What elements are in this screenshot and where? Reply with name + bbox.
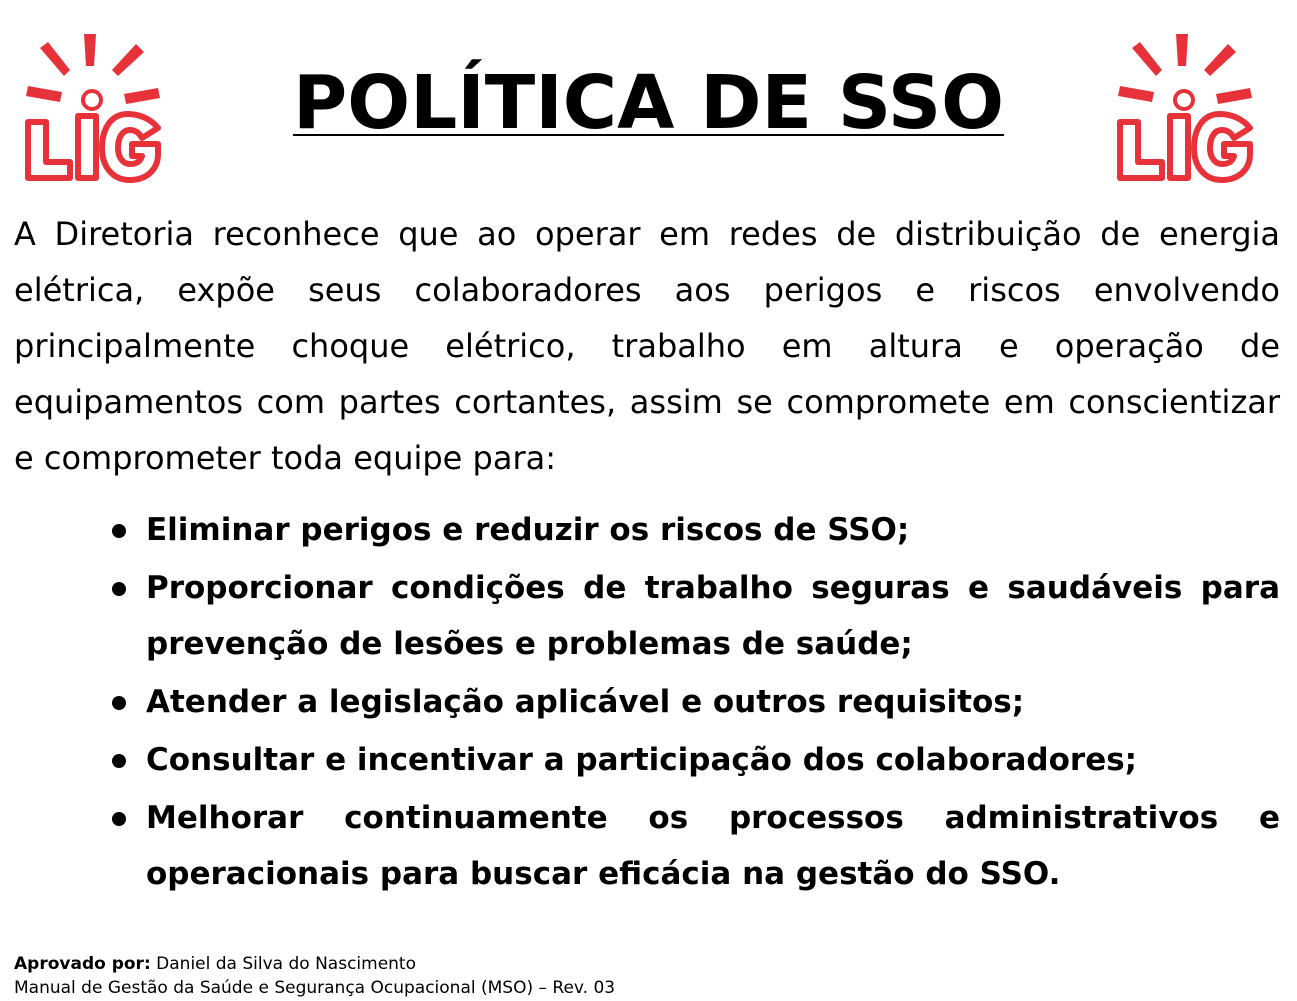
list-item bbox=[108, 502, 1280, 558]
bullet-icon bbox=[112, 524, 126, 538]
commitments-list bbox=[108, 502, 1280, 904]
bullet-icon bbox=[112, 754, 126, 768]
commitment-text: Atender a legislação aplicável e outros requisitos; bbox=[146, 684, 1025, 720]
approved-label: Aprovado por: bbox=[14, 954, 151, 974]
document-footer bbox=[14, 952, 615, 1000]
intro-paragraph: A Diretoria reconhece que ao operar em redes de distribuição de energia elétrica, expõe seus colaboradores aos perigos e riscos envolvendo principalmente choque elétrico, trabalho em altura e operação de equipamentos com partes cortantes, assim se compromete em conscientizar e comprometer toda equipe para: bbox=[14, 215, 1280, 477]
list-item bbox=[108, 560, 1280, 672]
list-item bbox=[108, 674, 1280, 730]
lig-logo-icon bbox=[1110, 30, 1260, 185]
bullet-icon bbox=[112, 812, 126, 826]
bullet-icon bbox=[112, 582, 126, 596]
commitment-text: Consultar e incentivar a participação dos colaboradores; bbox=[146, 742, 1138, 778]
commitment-text: Proporcionar condições de trabalho seguras e saudáveis para prevenção de lesões e problemas de saúde; bbox=[146, 570, 1280, 662]
page-title: POLÍTICA DE SSO bbox=[292, 60, 1005, 146]
bullet-icon bbox=[112, 696, 126, 710]
approval-line bbox=[14, 952, 615, 976]
approver-name: Daniel da Silva do Nascimento bbox=[156, 954, 416, 974]
list-item bbox=[108, 790, 1280, 902]
document-reference: Manual de Gestão da Saúde e Segurança Ocupacional (MSO) – Rev. 03 bbox=[14, 978, 616, 998]
commitment-text: Eliminar perigos e reduzir os riscos de SSO; bbox=[146, 512, 910, 548]
list-item bbox=[108, 732, 1280, 788]
commitment-text: Melhorar continuamente os processos administrativos e operacionais para buscar eficácia na gestão do SSO. bbox=[146, 800, 1280, 892]
